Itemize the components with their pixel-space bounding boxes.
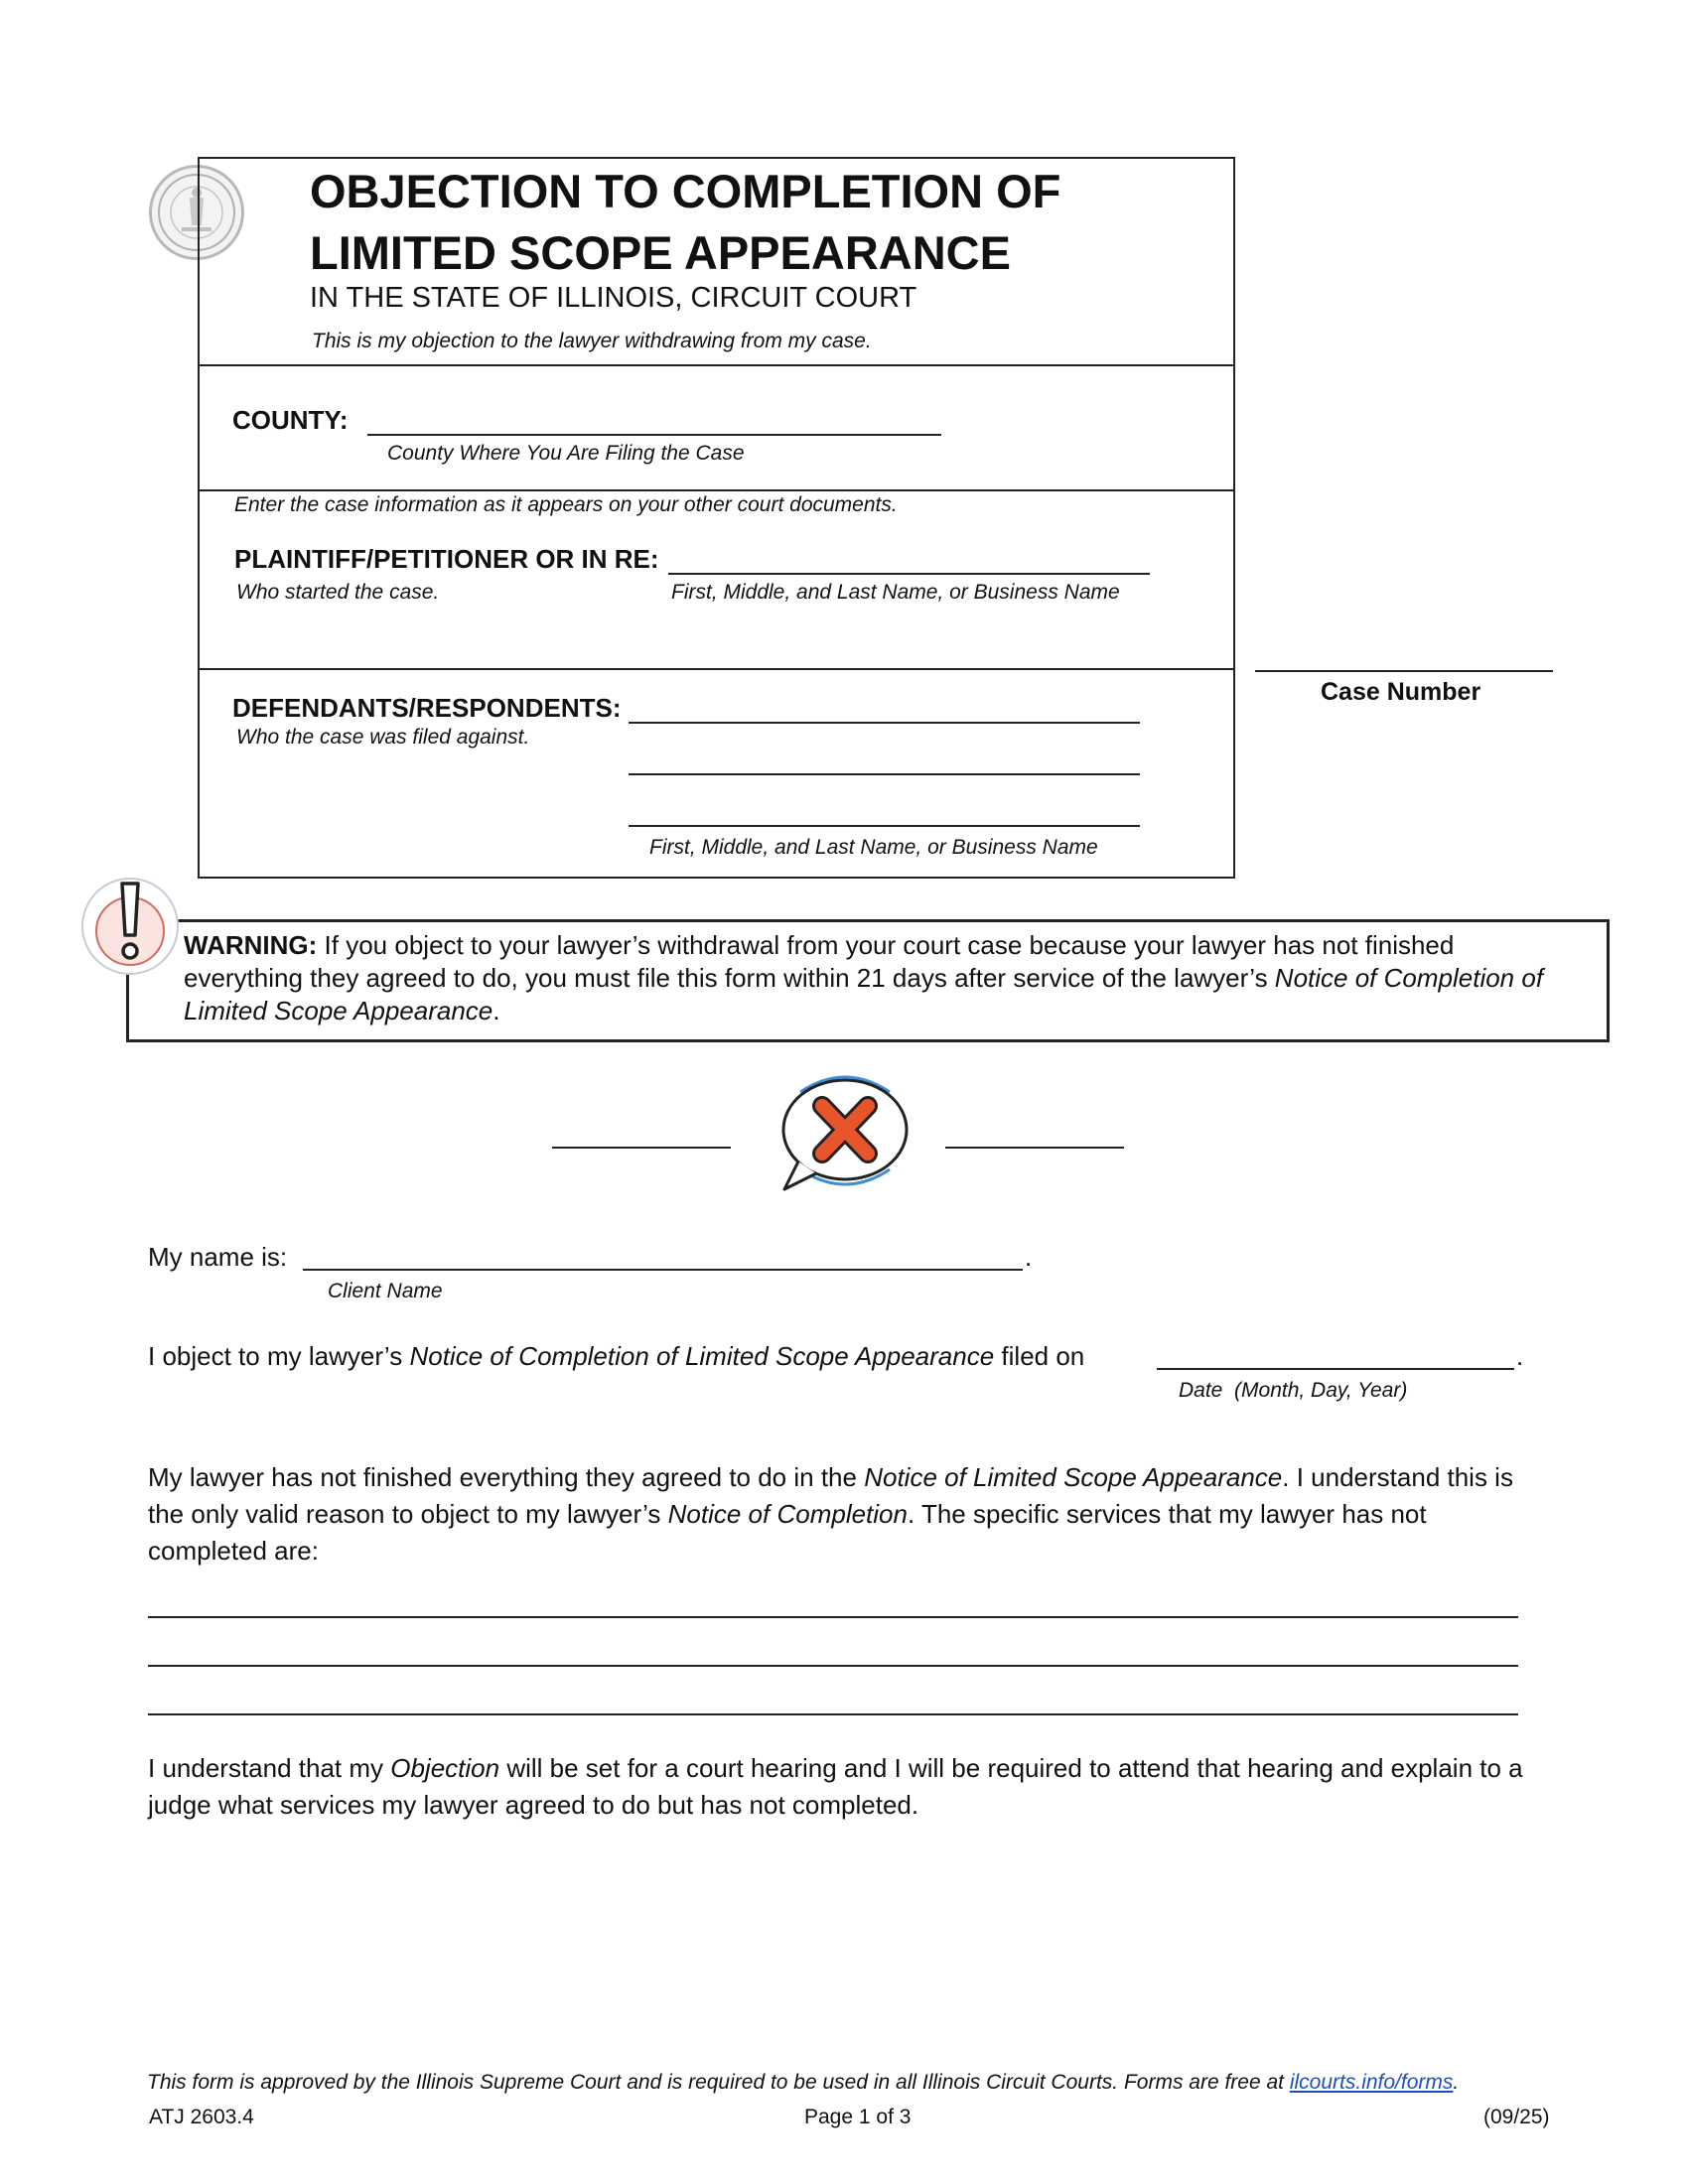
client-name-field[interactable] <box>303 1269 1023 1271</box>
defendants-hint: Who the case was filed against. <box>236 726 530 749</box>
warning-exclamation-icon <box>77 874 183 979</box>
county-label: COUNTY: <box>232 405 349 435</box>
case-info-instructions: Enter the case information as it appears on your other court documents. <box>234 493 898 516</box>
court-subtitle: IN THE STATE OF ILLINOIS, CIRCUIT COURT <box>310 282 917 314</box>
services-line-2[interactable] <box>148 1665 1518 1667</box>
defendants-label: DEFENDANTS/RESPONDENTS: <box>232 693 622 723</box>
hearing-paragraph: I understand that my Objection will be set for a court hearing and I will be required to attend that hearing and explain to a judge what services my lawyer agreed to do but has not completed. <box>148 1753 1523 1820</box>
name-prefix: My name is: <box>148 1242 288 1272</box>
section-divider-right <box>945 1147 1124 1149</box>
section-divider-left <box>552 1147 731 1149</box>
defendants-caption: First, Middle, and Last Name, or Business Name <box>649 836 1098 859</box>
services-paragraph: My lawyer has not finished everything they agreed to do in the Notice of Limited Scope Appearance. I understand this is the only valid reason to object to my lawyer’s Notice of Completion. The specific services that my lawyer has not completed are: <box>148 1462 1513 1566</box>
divider <box>200 364 1233 366</box>
case-number-field[interactable] <box>1255 670 1553 672</box>
defendant-field-2[interactable] <box>629 773 1140 775</box>
date-filed-field[interactable] <box>1157 1368 1514 1370</box>
date-caption: Date (Month, Day, Year) <box>1179 1379 1408 1402</box>
plaintiff-field[interactable] <box>668 573 1150 575</box>
date-period: . <box>1516 1341 1524 1371</box>
case-number-label: Case Number <box>1321 678 1481 706</box>
client-name-caption: Client Name <box>328 1280 443 1302</box>
form-description: This is my objection to the lawyer withdrawing from my case. <box>312 330 872 352</box>
defendant-field-1[interactable] <box>629 722 1140 724</box>
defendant-field-3[interactable] <box>629 825 1140 827</box>
form-title: OBJECTION TO COMPLETION OF LIMITED SCOPE APPEARANCE <box>310 165 1061 279</box>
services-line-1[interactable] <box>148 1616 1518 1618</box>
warning-text: WARNING: If you object to your lawyer’s withdrawal from your court case because your lawyer has not finished everything they agreed to do, you must file this form within 21 days after service of the lawyer’s Notice of Completion of Limited Scope Appearance. <box>184 930 1544 1025</box>
services-line-3[interactable] <box>148 1713 1518 1715</box>
object-statement: I object to my lawyer’s Notice of Completion of Limited Scope Appearance filed on <box>148 1341 1085 1371</box>
page-number: Page 1 of 3 <box>804 2106 912 2128</box>
divider <box>200 489 1233 491</box>
form-version: (09/25) <box>1483 2106 1550 2128</box>
county-caption: County Where You Are Filing the Case <box>387 442 745 465</box>
name-period: . <box>1025 1242 1033 1272</box>
plaintiff-label: PLAINTIFF/PETITIONER OR IN RE: <box>234 544 659 574</box>
plaintiff-caption: First, Middle, and Last Name, or Business Name <box>671 581 1120 604</box>
footer-approval-note: This form is approved by the Illinois Supreme Court and is required to be used in all Illinois Circuit Courts. Forms are free at ilcourts.info/forms. <box>147 2071 1460 2094</box>
forms-link[interactable]: ilcourts.info/forms <box>1289 2071 1454 2094</box>
plaintiff-hint: Who started the case. <box>236 581 440 604</box>
divider <box>200 668 1233 670</box>
county-field[interactable] <box>367 434 941 436</box>
form-id: ATJ 2603.4 <box>149 2106 254 2128</box>
objection-x-icon <box>771 1062 919 1201</box>
